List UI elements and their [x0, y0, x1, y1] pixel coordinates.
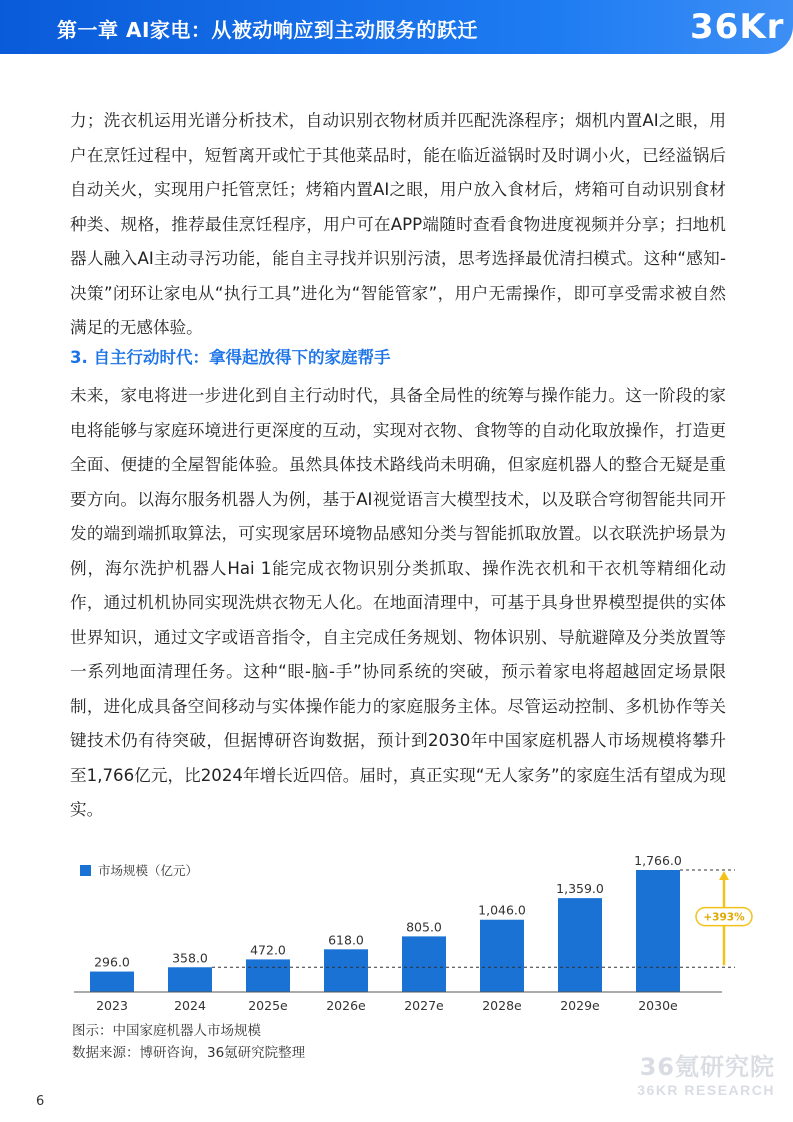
value-label-2025e: 472.0 [250, 942, 286, 958]
value-label-2027e: 805.0 [406, 919, 442, 935]
growth-arrow-head [719, 871, 729, 880]
bar-2024 [168, 967, 212, 992]
body-paragraph-1: 力；洗衣机运用光谱分析技术，自动识别衣物材质并匹配洗涤程序；烟机内置AI之眼，用户在烹饪过程中，短暂离开或忙于其他菜品时，能在临近溢锅时及时调小火，已经溢锅后自动关火，实现用户托管烹饪；烤箱内置AI之眼，用户放入食材后，烤箱可自动识别食材种类、规格，推荐最佳烹饪程序，用户可在APP端随时查看食物进度视频并分享；扫地机器人融入AI主动寻污功能，能自主寻找并识别污渍，思考选择最优清扫模式。这种“感知-决策”闭环让家电从“执行工具”进化为“智能管家”，用户无需操作，即可享受需求被自然满足的无感体验。 [70, 111, 726, 337]
category-label-2023: 2023 [96, 998, 128, 1013]
category-label-2028e: 2028e [482, 998, 522, 1013]
watermark-cn: 36氪研究院 [639, 1053, 775, 1081]
market-size-bar-chart [0, 840, 793, 1020]
legend-swatch [80, 865, 91, 876]
growth-badge-label: +393% [703, 911, 745, 924]
bar-2030e [636, 870, 680, 992]
header-bar [0, 0, 793, 54]
value-label-2023: 296.0 [94, 954, 130, 970]
page-number: 6 [36, 1094, 45, 1109]
category-label-2027e: 2027e [404, 998, 444, 1013]
bar-2028e [480, 920, 524, 992]
source-caption: 数据来源：博研咨询，36氪研究院整理 [72, 1045, 306, 1061]
category-label-2029e: 2029e [560, 998, 600, 1013]
section-heading: 3. 自主行动时代：拿得起放得下的家庭帮手 [70, 348, 391, 367]
category-label-2030e: 2030e [638, 998, 678, 1013]
bar-2026e [324, 949, 368, 992]
value-label-2029e: 1,359.0 [556, 881, 604, 897]
value-label-2026e: 618.0 [328, 932, 364, 948]
bar-2023 [90, 972, 134, 992]
chapter-title: 第一章 AI家电：从被动响应到主动服务的跃迁 [57, 18, 478, 42]
legend-label: 市场规模（亿元） [98, 863, 199, 878]
36kr-logo: 36Kr [690, 7, 785, 47]
value-label-2024: 358.0 [172, 950, 208, 966]
category-label-2025e: 2025e [248, 998, 288, 1013]
category-label-2026e: 2026e [326, 998, 366, 1013]
bar-2027e [402, 936, 446, 992]
value-label-2028e: 1,046.0 [478, 902, 526, 918]
figure-caption: 图示：中国家庭机器人市场规模 [72, 1023, 261, 1039]
bar-2029e [558, 898, 602, 992]
bar-2025e [246, 959, 290, 992]
body-paragraph-2: 未来，家电将进一步进化到自主行动时代，具备全局性的统筹与操作能力。这一阶段的家电将能够与家庭环境进行更深度的互动，实现对衣物、食物等的自动化取放操作，打造更全面、便捷的全屋智能体验。虽然具体技术路线尚未明确，但家庭机器人的整合无疑是重要方向。以海尔服务机器人为例，基于AI视觉语言大模型技术，以及联合穹彻智能共同开发的端到端抓取算法，可实现家居环境物品感知分类与智能抓取放置。以衣联洗护场景为例，海尔洗护机器人Hai 1能完成衣物识别分类抓取、操作洗衣机和干衣机等精细化动作，通过机机协同实现洗烘衣物无人化。在地面清理中，可基于具身世界模型提供的实体世界知识，通过文字或语音指令，自主完成任务规划、物体识别、导航避障及分类放置等一系列地面清理任务。这种“眼-脑-手”协同系统的突破，预示着家电将超越固定场景限制，进化成具备空间移动与实体操作能力的家庭服务主体。尽管运动控制、多机协作等关键技术仍有待突破，但据博研咨询数据，预计到2030年中国家庭机器人市场规模将攀升至1,766亿元，比2024年增长近四倍。届时，真正实现“无人家务”的家庭生活有望成为现实。 [70, 386, 726, 819]
value-label-2030e: 1,766.0 [634, 853, 682, 868]
watermark [637, 1055, 775, 1097]
watermark-en: 36KR RESEARCH [637, 1082, 775, 1098]
category-label-2024: 2024 [174, 998, 206, 1013]
